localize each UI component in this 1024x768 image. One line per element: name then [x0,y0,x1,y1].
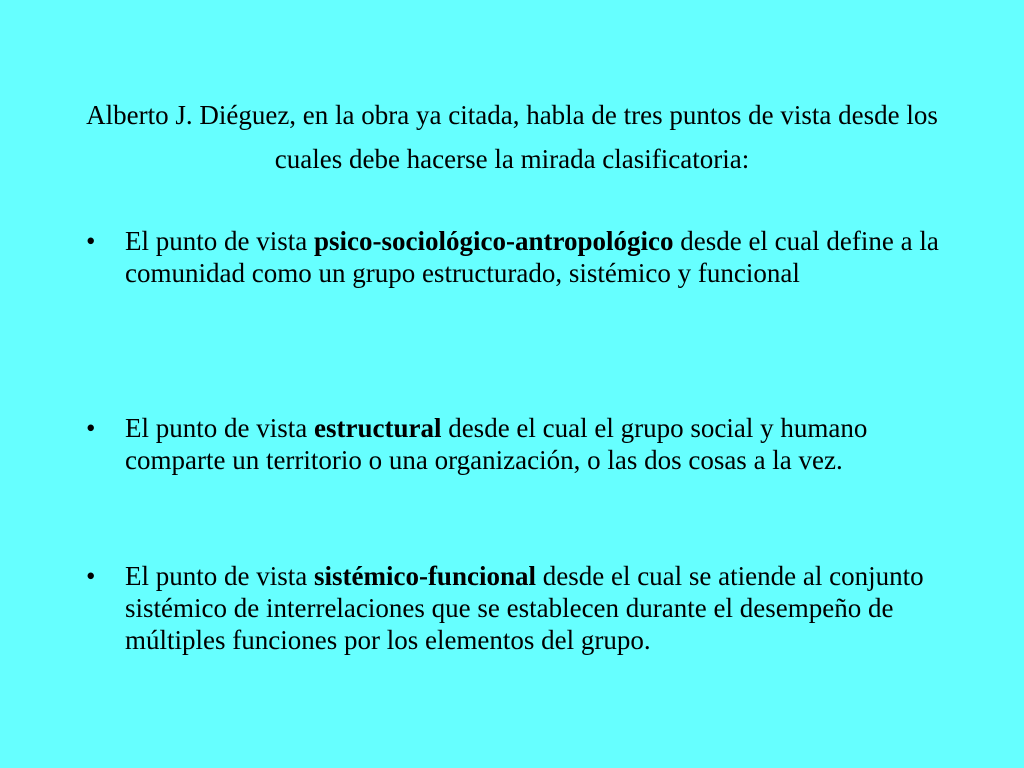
bullet-emphasis: estructural [313,413,442,443]
bullet-text [125,560,946,656]
bullet-item-psico-sociologico [86,225,946,289]
bullet-text-before: El punto de vista [125,413,314,443]
bullet-icon: • [86,226,96,256]
bullet-text-after: desde el cual el grupo social y humano comparte un territorio o una organización, o las dos cosas a la vez. [125,413,868,475]
bullet-text-after: desde el cual se atiende al conjunto sistémico de interrelaciones que se establecen durante el desempeño de múltiples funciones por los elementos del grupo. [125,561,924,655]
bullet-icon: • [86,413,96,443]
bullet-text [125,412,946,476]
bullet-emphasis: sistémico-funcional [313,561,536,591]
bullet-icon: • [86,561,96,591]
bullet-text [125,225,946,289]
bullet-text-before: El punto de vista [125,561,314,591]
bullet-text-after: desde el cual define a la comunidad como un grupo estructurado, sistémico y funcional [125,226,939,288]
bullet-emphasis: psico-sociológico-antropológico [313,226,674,256]
bullet-item-sistemico-funcional [86,560,946,656]
intro-paragraph: Alberto J. Diéguez, en la obra ya citada, habla de tres puntos de vista desde los cuales debe hacerse la mirada clasificatoria: [86,100,938,174]
bullet-text-before: El punto de vista [125,226,314,256]
bullet-item-estructural [86,412,946,476]
